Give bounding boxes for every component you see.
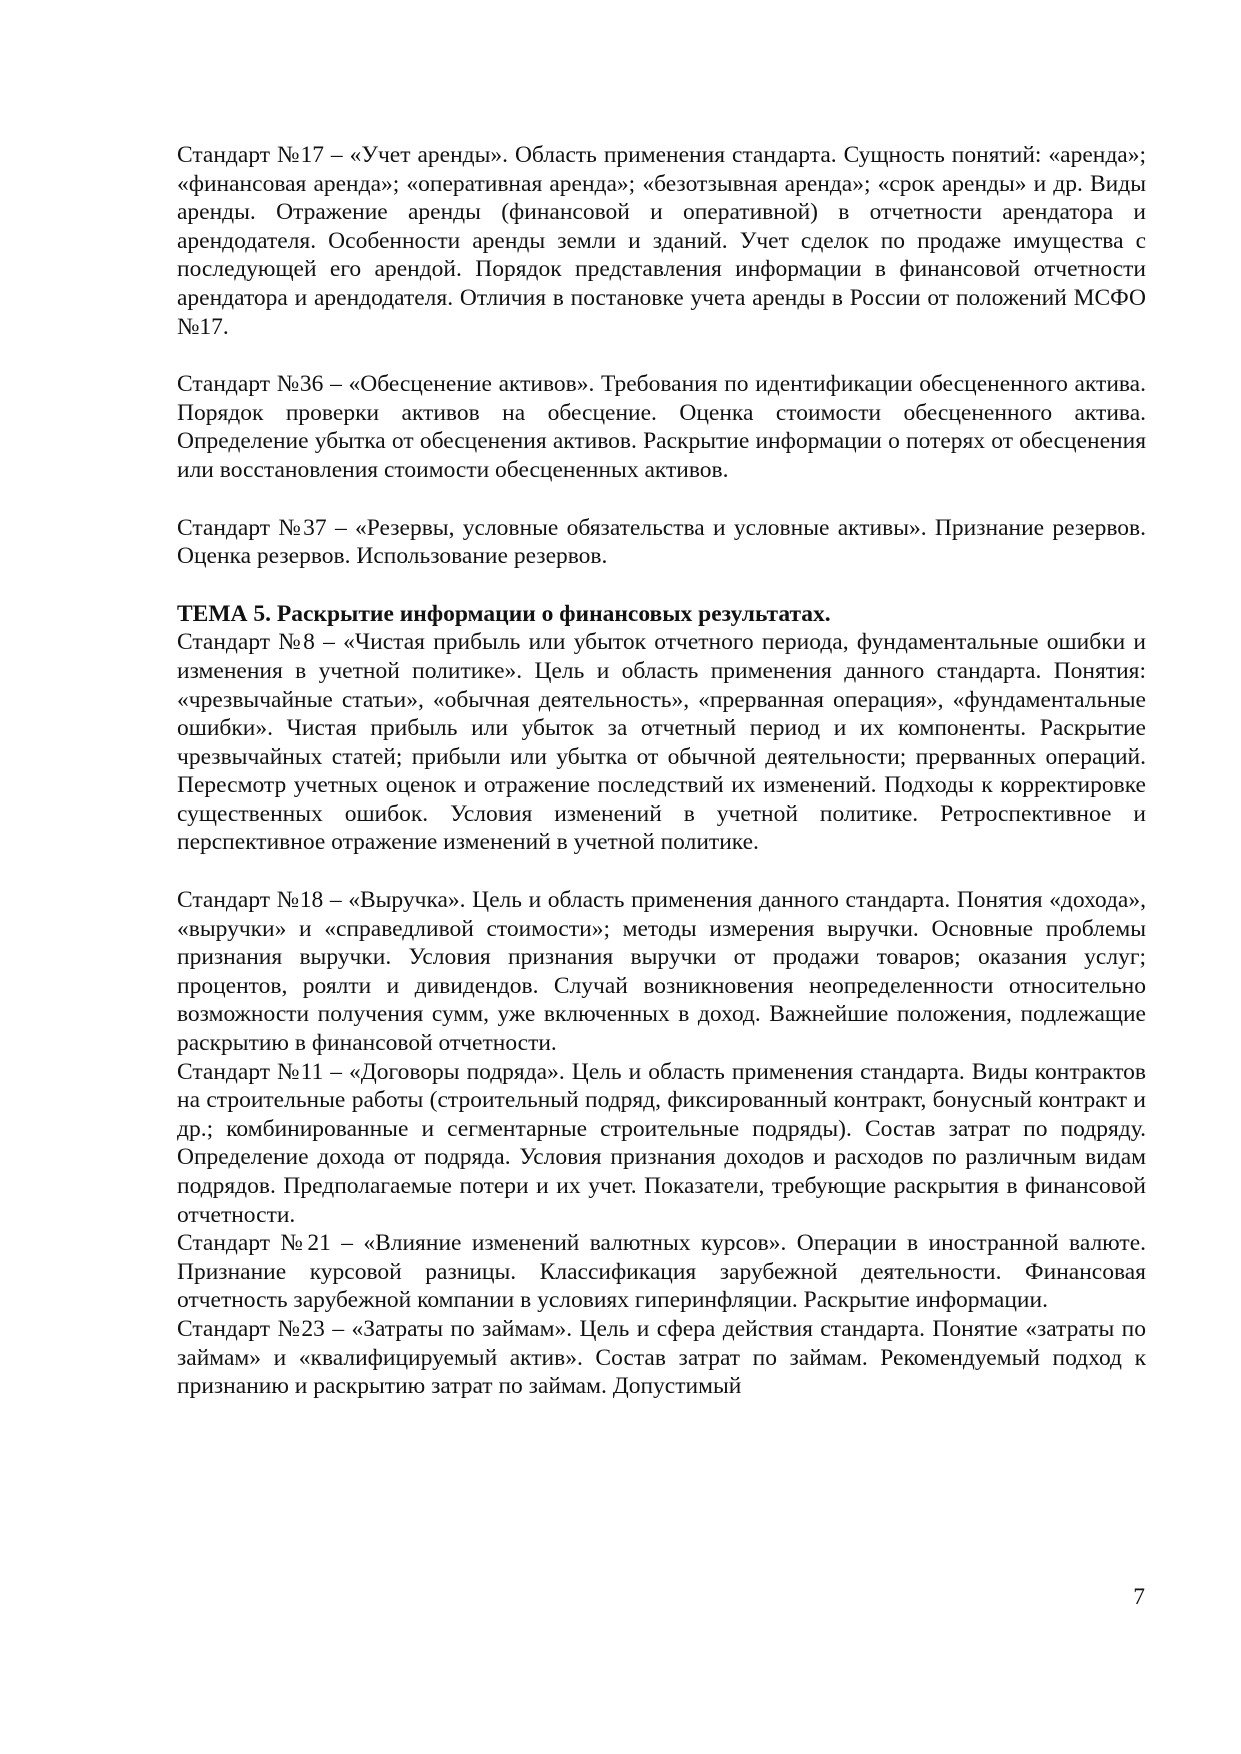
paragraph-standard-18: Стандарт №18 – «Выручка». Цель и область применения данного стандарта. Понятия «дохода», «выручки» и «справедливой стоимости»; методы измерения выручки. Основные проблемы признания выручки. Условия признания выручки от продажи товаров; оказания услуг; процентов, роялти и дивидендов. Случай возникновения неопределенности относительно возможности получения сумм, уже включенных в доход. Важнейшие положения, подлежащие раскрытию в финансовой отчетности. xyxy=(177,887,1146,1057)
topic-5-section xyxy=(177,600,1146,857)
paragraph-standard-8: Стандарт №8 – «Чистая прибыль или убыток отчетного периода, фундаментальные ошибки и изменения в учетной политике». Цель и область применения данного стандарта. Понятия: «чрезвычайные статьи», «обычная деятельность», «прерванная операция», «фундаментальные ошибки». Чистая прибыль или убыток за отчетный период и их компоненты. Раскрытие чрезвычайных статей; прибыли или убытка от обычной деятельности; прерванных операций. Пересмотр учетных оценок и отражение последствий их изменений. Подходы к корректировке существенных ошибок. Условия изменений в учетной политике. Ретроспективное и перспективное отражение изменений в учетной политике. xyxy=(177,629,1146,856)
paragraph-standard-23: Стандарт №23 – «Затраты по займам». Цель и сфера действия стандарта. Понятие «затраты по займам» и «квалифицируемый актив». Состав затрат по займам. Рекомендуемый подход к признанию и раскрытию затрат по займам. Допустимый xyxy=(177,1315,1146,1400)
topic-heading: ТЕМА 5. Раскрытие информации о финансовых результатах. xyxy=(177,600,831,627)
paragraph-standard-36: Стандарт №36 – «Обесценение активов». Требования по идентификации обесцененного актива. Порядок проверки активов на обесцение. Оценка стоимости обесцененного актива. Определение убытка от обесценения активов. Раскрытие информации о потерях от обесценения или восстановления стоимости обесцененных активов. xyxy=(177,371,1146,483)
document-page xyxy=(177,141,1146,1401)
page-number: 7 xyxy=(1133,1584,1145,1610)
paragraph-standard-17: Стандарт №17 – «Учет аренды». Область применения стандарта. Сущность понятий: «аренда»; «финансовая аренда»; «оперативная аренда»; «безотзывная аренда»; «срок аренды» и др. Виды аренды. Отражение аренды (финансовой и оперативной) в отчетности арендатора и арендодателя. Особенности аренды земли и зданий. Учет сделок по продаже имущества с последующей его арендой. Порядок представления информации в финансовой отчетности арендатора и арендодателя. Отличия в постановке учета аренды в России от положений МСФО №17. xyxy=(177,142,1146,340)
section-continued xyxy=(177,886,1146,1401)
paragraph-standard-21: Стандарт №21 – «Влияние изменений валютных курсов». Операции в иностранной валюте. Признание курсовой разницы. Классификация зарубежной деятельности. Финансовая отчетность зарубежной компании в условиях гиперинфляции. Раскрытие информации. xyxy=(177,1230,1146,1314)
paragraph-standard-37: Стандарт №37 – «Резервы, условные обязательства и условные активы». Признание резервов. Оценка резервов. Использование резервов. xyxy=(177,514,1146,570)
paragraph-standard-11: Стандарт №11 – «Договоры подряда». Цель и область применения стандарта. Виды контрактов на строительные работы (строительный подряд, фиксированный контракт, бонусный контракт и др.; комбинированные и сегментарные строительные подряды). Состав затрат по подряду. Определение дохода от подряда. Условия признания доходов и расходов по различным видам подрядов. Предполагаемые потери и их учет. Показатели, требующие раскрытия в финансовой отчетности. xyxy=(177,1058,1146,1228)
